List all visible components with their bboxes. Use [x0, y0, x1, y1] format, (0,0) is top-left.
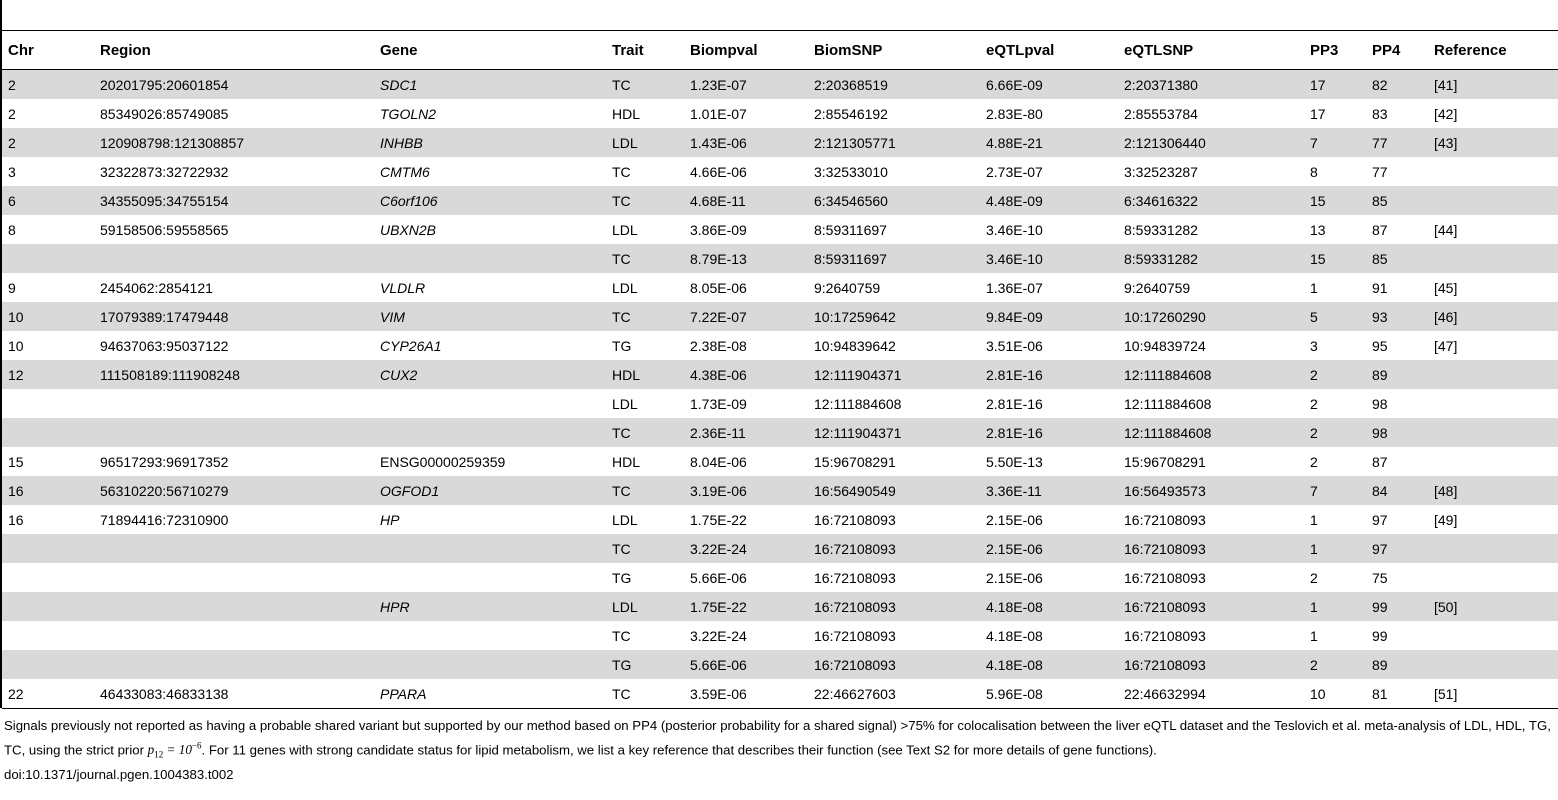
table-row	[2, 128, 1558, 157]
cell-pp3: 1	[1304, 592, 1366, 621]
cell-pp3: 1	[1310, 627, 1318, 644]
cell-trait: TC	[612, 163, 631, 180]
cell-trait: TC	[606, 186, 684, 215]
table-header	[2, 31, 1558, 70]
cell-eqtlpval: 2.81E-16	[986, 395, 1043, 412]
cell-trait: TG	[612, 569, 632, 586]
cell-eqtlpval: 4.88E-21	[980, 128, 1118, 157]
cell-trait: HDL	[606, 360, 684, 389]
cell-chr	[2, 621, 94, 650]
cell-region: 111508189:111908248	[94, 360, 374, 389]
cell-ref	[1428, 389, 1558, 418]
cell-ref: [50]	[1428, 592, 1558, 621]
cell-pp3: 2	[1304, 360, 1366, 389]
cell-pp3: 2	[1310, 395, 1318, 412]
cell-eqtlsnp: 22:46632994	[1118, 679, 1304, 709]
cell-eqtlpval: 1.36E-07	[986, 279, 1043, 296]
cell-biompval: 2.36E-11	[684, 418, 808, 447]
footnote-text	[4, 716, 1556, 765]
table-row	[2, 418, 1558, 447]
cell-pp4: 98	[1366, 418, 1428, 447]
cell-region	[94, 534, 374, 563]
cell-pp4: 83	[1372, 105, 1388, 122]
cell-chr: 9	[8, 279, 16, 296]
cell-chr: 6	[2, 186, 94, 215]
cell-biompval: 3.22E-24	[684, 534, 808, 563]
cell-gene: SDC1	[374, 70, 606, 100]
cell-pp4: 95	[1372, 337, 1388, 354]
cell-ref	[1428, 244, 1558, 273]
cell-pp3: 3	[1310, 337, 1318, 354]
cell-chr: 16	[2, 476, 94, 505]
cell-region: 71894416:72310900	[100, 511, 229, 528]
colocalisation-table	[2, 30, 1558, 709]
cell-chr	[2, 418, 94, 447]
footnote-text-part-2: . For 11 genes with strong candidate status for lipid metabolism, we list a key reference that describes their function (see Text S2 for more details of gene functions).	[201, 742, 1157, 758]
cell-ref	[1428, 621, 1558, 650]
cell-gene: HPR	[374, 592, 606, 621]
cell-region: 46433083:46833138	[94, 679, 374, 709]
cell-pp3: 1	[1310, 511, 1318, 528]
cell-eqtlpval: 6.66E-09	[980, 70, 1118, 100]
cell-pp4: 97	[1372, 511, 1388, 528]
cell-biompval: 1.75E-22	[684, 592, 808, 621]
cell-biompval: 1.43E-06	[684, 128, 808, 157]
cell-biomsnp: 9:2640759	[814, 279, 881, 296]
cell-gene: HP	[380, 511, 400, 528]
cell-trait: HDL	[612, 105, 641, 122]
cell-chr: 16	[8, 511, 24, 528]
cell-pp3: 15	[1304, 244, 1366, 273]
cell-eqtlpval: 2.15E-06	[986, 511, 1043, 528]
prior-equals: = 10	[163, 742, 192, 758]
cell-biompval: 3.22E-24	[690, 627, 747, 644]
cell-biomsnp: 3:32533010	[814, 163, 888, 180]
cell-pp4: 93	[1366, 302, 1428, 331]
cell-trait: TG	[606, 650, 684, 679]
cell-pp4: 82	[1366, 70, 1428, 100]
cell-biomsnp: 16:56490549	[808, 476, 980, 505]
cell-eqtlpval: 4.48E-09	[980, 186, 1118, 215]
cell-biompval: 5.66E-06	[690, 569, 747, 586]
cell-biomsnp: 12:111904371	[808, 418, 980, 447]
cell-region: 20201795:20601854	[94, 70, 374, 100]
cell-pp4: 99	[1366, 592, 1428, 621]
table-row	[2, 389, 1558, 418]
cell-region: 94637063:95037122	[100, 337, 229, 354]
cell-pp3: 13	[1310, 221, 1326, 238]
prior-variable: p	[147, 742, 155, 758]
column-header-pp4: PP4	[1366, 31, 1428, 70]
cell-biomsnp: 16:72108093	[808, 650, 980, 679]
cell-gene	[374, 418, 606, 447]
cell-eqtlsnp: 2:85553784	[1124, 105, 1198, 122]
footnote-text-part-1: Signals previously not reported as having a probable shared variant but supported by our method based on PP4 (posterior probability for a shared signal) >75% for colocalisation between the liver eQTL dataset and the Teslovich et al. meta-analysis of LDL, HDL, TG, TC, using the strict prior	[4, 718, 1551, 758]
cell-region: 32322873:32722932	[100, 163, 229, 180]
cell-ref	[1428, 360, 1558, 389]
cell-biomsnp: 2:121305771	[808, 128, 980, 157]
table-row	[2, 592, 1558, 621]
cell-eqtlpval: 3.46E-10	[986, 221, 1043, 238]
table-body	[2, 70, 1558, 709]
cell-pp4: 87	[1372, 221, 1388, 238]
cell-eqtlsnp: 8:59331282	[1118, 244, 1304, 273]
cell-gene: VIM	[374, 302, 606, 331]
cell-trait: TC	[606, 418, 684, 447]
cell-biomsnp: 8:59311697	[814, 221, 887, 238]
cell-biompval: 8.04E-06	[690, 453, 747, 470]
table-row	[2, 331, 1558, 360]
cell-biompval: 5.66E-06	[684, 650, 808, 679]
cell-trait: TC	[612, 627, 631, 644]
column-header-eqtlsnp: eQTLSNP	[1118, 31, 1304, 70]
cell-pp4: 77	[1372, 163, 1388, 180]
column-header-ref: Reference	[1428, 31, 1558, 70]
cell-eqtlpval: 2.73E-07	[986, 163, 1043, 180]
table-row	[2, 534, 1558, 563]
cell-region	[94, 592, 374, 621]
cell-eqtlpval: 5.50E-13	[986, 453, 1043, 470]
table-row	[2, 505, 1558, 534]
cell-pp4: 75	[1372, 569, 1388, 586]
cell-trait: TC	[606, 534, 684, 563]
cell-biomsnp: 12:111884608	[814, 395, 902, 412]
cell-chr	[2, 650, 94, 679]
cell-trait: LDL	[612, 511, 638, 528]
cell-eqtlpval: 4.18E-08	[980, 650, 1118, 679]
cell-pp4: 89	[1366, 650, 1428, 679]
cell-trait: HDL	[612, 453, 641, 470]
cell-pp3: 17	[1310, 105, 1326, 122]
cell-ref	[1428, 157, 1558, 186]
cell-chr: 22	[2, 679, 94, 709]
header-row	[2, 31, 1558, 70]
column-header-gene: Gene	[374, 31, 606, 70]
cell-chr: 15	[8, 453, 24, 470]
cell-eqtlsnp: 12:111884608	[1118, 418, 1304, 447]
cell-pp3: 1	[1310, 279, 1318, 296]
doi-line: doi:10.1371/journal.pgen.1004383.t002	[4, 767, 234, 783]
cell-gene: CYP26A1	[380, 337, 442, 354]
cell-eqtlpval: 3.51E-06	[986, 337, 1043, 354]
cell-chr: 3	[8, 163, 16, 180]
cell-chr: 2	[2, 70, 94, 100]
cell-pp4: 85	[1366, 186, 1428, 215]
cell-region: 59158506:59558565	[100, 221, 229, 238]
cell-biomsnp: 12:111904371	[808, 360, 980, 389]
cell-eqtlsnp: 6:34616322	[1118, 186, 1304, 215]
table-row	[2, 476, 1558, 505]
cell-biompval: 1.73E-09	[690, 395, 747, 412]
cell-trait: LDL	[606, 592, 684, 621]
cell-gene: CUX2	[374, 360, 606, 389]
cell-biompval: 3.59E-06	[684, 679, 808, 709]
cell-gene	[374, 534, 606, 563]
cell-biompval: 3.19E-06	[684, 476, 808, 505]
cell-pp3: 10	[1304, 679, 1366, 709]
cell-trait: TC	[606, 244, 684, 273]
table-row	[2, 563, 1558, 592]
cell-pp4: 77	[1366, 128, 1428, 157]
cell-pp3: 7	[1304, 128, 1366, 157]
cell-biomsnp: 16:72108093	[814, 511, 896, 528]
cell-chr: 2	[8, 105, 16, 122]
cell-pp4: 81	[1366, 679, 1428, 709]
cell-biompval: 1.01E-07	[690, 105, 747, 122]
cell-eqtlsnp: 10:94839724	[1124, 337, 1206, 354]
cell-region: 85349026:85749085	[100, 105, 229, 122]
cell-gene: VLDLR	[380, 279, 426, 296]
cell-region: 34355095:34755154	[94, 186, 374, 215]
cell-ref: [41]	[1428, 70, 1558, 100]
cell-pp4: 84	[1366, 476, 1428, 505]
prior-formula	[147, 741, 202, 761]
cell-biomsnp: 2:20368519	[808, 70, 980, 100]
cell-trait: TC	[606, 302, 684, 331]
cell-gene: PPARA	[374, 679, 606, 709]
cell-eqtlpval: 2.15E-06	[986, 569, 1043, 586]
cell-pp4: 89	[1366, 360, 1428, 389]
cell-biomsnp: 8:59311697	[808, 244, 980, 273]
cell-eqtlsnp: 10:17260290	[1118, 302, 1304, 331]
cell-pp4: 91	[1372, 279, 1388, 296]
cell-trait: TC	[606, 70, 684, 100]
cell-trait: LDL	[612, 395, 638, 412]
cell-gene	[374, 389, 606, 418]
table-row	[2, 99, 1558, 128]
cell-gene: CMTM6	[380, 163, 430, 180]
cell-eqtlsnp: 15:96708291	[1124, 453, 1206, 470]
cell-biomsnp: 16:72108093	[814, 569, 896, 586]
column-header-biomsnp: BiomSNP	[808, 31, 980, 70]
cell-eqtlsnp: 2:121306440	[1118, 128, 1304, 157]
cell-pp3: 15	[1304, 186, 1366, 215]
cell-eqtlsnp: 12:111884608	[1118, 360, 1304, 389]
cell-eqtlpval: 4.18E-08	[986, 627, 1043, 644]
table-row	[2, 650, 1558, 679]
cell-chr: 8	[8, 221, 16, 238]
cell-biomsnp: 22:46627603	[808, 679, 980, 709]
cell-ref: [43]	[1428, 128, 1558, 157]
cell-region: 56310220:56710279	[94, 476, 374, 505]
cell-biomsnp: 2:85546192	[814, 105, 888, 122]
cell-eqtlsnp: 16:72108093	[1124, 627, 1206, 644]
cell-biomsnp: 10:17259642	[808, 302, 980, 331]
table-row	[2, 157, 1558, 186]
cell-pp3: 5	[1304, 302, 1366, 331]
cell-region: 2454062:2854121	[100, 279, 213, 296]
cell-region	[94, 418, 374, 447]
cell-pp4: 85	[1366, 244, 1428, 273]
cell-pp3: 2	[1304, 418, 1366, 447]
table-row	[2, 70, 1558, 100]
table-row	[2, 244, 1558, 273]
cell-ref	[1428, 650, 1558, 679]
cell-ref: [49]	[1434, 511, 1458, 528]
cell-trait: LDL	[612, 279, 638, 296]
column-header-trait: Trait	[606, 31, 684, 70]
cell-biompval: 4.66E-06	[690, 163, 747, 180]
cell-biomsnp: 6:34546560	[808, 186, 980, 215]
table-row	[2, 186, 1558, 215]
cell-eqtlsnp: 16:72108093	[1118, 534, 1304, 563]
cell-biompval: 1.75E-22	[690, 511, 747, 528]
cell-biomsnp: 10:94839642	[814, 337, 896, 354]
column-header-biompval: Biompval	[684, 31, 808, 70]
table-row	[2, 621, 1558, 650]
cell-gene: C6orf106	[374, 186, 606, 215]
cell-eqtlsnp: 9:2640759	[1124, 279, 1191, 296]
cell-trait: LDL	[606, 128, 684, 157]
cell-region	[94, 650, 374, 679]
cell-eqtlpval: 4.18E-08	[980, 592, 1118, 621]
cell-trait: LDL	[612, 221, 638, 238]
cell-eqtlsnp: 16:72108093	[1118, 650, 1304, 679]
cell-pp3: 1	[1304, 534, 1366, 563]
cell-eqtlpval: 3.46E-10	[980, 244, 1118, 273]
cell-region	[94, 563, 374, 592]
cell-ref: [44]	[1434, 221, 1458, 238]
cell-biompval: 7.22E-07	[684, 302, 808, 331]
cell-biompval: 2.38E-08	[690, 337, 747, 354]
cell-eqtlsnp: 16:72108093	[1118, 592, 1304, 621]
cell-pp3: 2	[1310, 569, 1318, 586]
prior-exponent: −6	[191, 741, 202, 751]
cell-pp3: 2	[1310, 453, 1318, 470]
cell-pp4: 98	[1372, 395, 1388, 412]
cell-ref: [48]	[1428, 476, 1558, 505]
cell-pp3: 17	[1304, 70, 1366, 100]
cell-region: 120908798:121308857	[94, 128, 374, 157]
cell-eqtlsnp: 12:111884608	[1124, 395, 1212, 412]
table-caption-area	[2, 0, 1558, 30]
cell-eqtlsnp: 16:72108093	[1124, 511, 1206, 528]
cell-ref: [45]	[1434, 279, 1458, 296]
cell-chr	[2, 592, 94, 621]
cell-pp4: 97	[1366, 534, 1428, 563]
cell-eqtlpval: 2.15E-06	[980, 534, 1118, 563]
cell-trait: TG	[612, 337, 632, 354]
cell-chr: 10	[2, 302, 94, 331]
column-header-region: Region	[94, 31, 374, 70]
cell-gene	[374, 244, 606, 273]
cell-ref	[1428, 418, 1558, 447]
cell-chr	[2, 244, 94, 273]
cell-eqtlsnp: 16:72108093	[1124, 569, 1206, 586]
prior-subscript: 12	[154, 750, 164, 761]
cell-gene: INHBB	[374, 128, 606, 157]
cell-eqtlpval: 9.84E-09	[980, 302, 1118, 331]
cell-region: 96517293:96917352	[100, 453, 229, 470]
cell-gene: ENSG00000259359	[380, 453, 506, 470]
cell-region	[94, 244, 374, 273]
cell-chr: 12	[2, 360, 94, 389]
cell-chr	[2, 389, 94, 418]
table-row	[2, 679, 1558, 709]
cell-gene	[374, 563, 606, 592]
cell-ref: [51]	[1428, 679, 1558, 709]
table-row	[2, 302, 1558, 331]
column-header-chr: Chr	[2, 31, 94, 70]
cell-biomsnp: 16:72108093	[808, 592, 980, 621]
cell-chr	[2, 534, 94, 563]
cell-biomsnp: 16:72108093	[808, 534, 980, 563]
cell-ref	[1428, 447, 1558, 476]
cell-biomsnp: 16:72108093	[814, 627, 896, 644]
cell-chr: 2	[2, 128, 94, 157]
cell-eqtlpval: 2.83E-80	[986, 105, 1043, 122]
table-row	[2, 215, 1558, 244]
cell-gene: TGOLN2	[380, 105, 437, 122]
cell-biomsnp: 15:96708291	[814, 453, 896, 470]
cell-eqtlpval: 3.36E-11	[980, 476, 1118, 505]
cell-eqtlsnp: 2:20371380	[1118, 70, 1304, 100]
cell-ref: [46]	[1428, 302, 1558, 331]
cell-eqtlpval: 2.81E-16	[980, 418, 1118, 447]
cell-biompval: 3.86E-09	[690, 221, 747, 238]
cell-eqtlsnp: 3:32523287	[1124, 163, 1198, 180]
cell-chr: 10	[8, 337, 24, 354]
cell-pp3: 2	[1304, 650, 1366, 679]
cell-eqtlsnp: 16:56493573	[1118, 476, 1304, 505]
cell-pp3: 8	[1310, 163, 1318, 180]
column-header-eqtlpval: eQTLpval	[980, 31, 1118, 70]
table-row	[2, 273, 1558, 302]
column-header-pp3: PP3	[1304, 31, 1366, 70]
cell-biompval: 8.79E-13	[684, 244, 808, 273]
cell-pp3: 7	[1304, 476, 1366, 505]
cell-gene	[374, 621, 606, 650]
cell-biompval: 4.38E-06	[684, 360, 808, 389]
cell-ref: [42]	[1434, 105, 1458, 122]
cell-biompval: 4.68E-11	[684, 186, 808, 215]
cell-chr	[2, 563, 94, 592]
table-row	[2, 447, 1558, 476]
cell-gene: OGFOD1	[374, 476, 606, 505]
table-footnote	[4, 716, 1556, 785]
cell-eqtlsnp: 8:59331282	[1124, 221, 1198, 238]
cell-region: 17079389:17479448	[94, 302, 374, 331]
table-row	[2, 360, 1558, 389]
cell-ref	[1428, 563, 1558, 592]
cell-pp4: 87	[1372, 453, 1388, 470]
cell-region	[94, 389, 374, 418]
cell-ref	[1428, 534, 1558, 563]
cell-pp4: 99	[1372, 627, 1388, 644]
cell-trait: TC	[606, 476, 684, 505]
cell-ref: [47]	[1434, 337, 1458, 354]
cell-trait: TC	[606, 679, 684, 709]
cell-ref	[1428, 186, 1558, 215]
cell-region	[94, 621, 374, 650]
cell-gene: UBXN2B	[380, 221, 437, 238]
cell-biompval: 1.23E-07	[684, 70, 808, 100]
cell-gene	[374, 650, 606, 679]
cell-biompval: 8.05E-06	[690, 279, 747, 296]
cell-eqtlpval: 2.81E-16	[980, 360, 1118, 389]
cell-eqtlpval: 5.96E-08	[980, 679, 1118, 709]
